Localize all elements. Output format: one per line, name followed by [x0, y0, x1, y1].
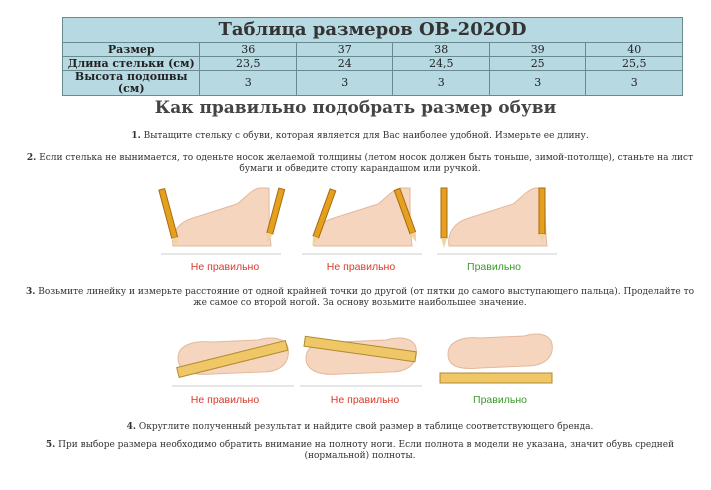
- caption-right: Правильно: [467, 261, 521, 273]
- ruler-wrong-1-illustration: [172, 328, 294, 388]
- step-text: Если стелька не вынимается, то оденьте носок желаемой толщины (летом носок должен быть тоньше, зимой-потолще), станьте на лист бумаги и обведите стопу карандашом или ручкой.: [36, 153, 694, 174]
- cell: 3: [393, 71, 490, 96]
- step-number: 1.: [131, 131, 141, 141]
- step-number: 5.: [45, 440, 56, 450]
- step-2: [20, 153, 700, 175]
- ruler-right-illustration: [436, 328, 558, 388]
- table-row: [63, 43, 683, 57]
- caption-right: Правильно: [473, 394, 527, 406]
- foot-outline-wrong-2-illustration: [296, 184, 426, 258]
- step-text: Округлите полученный результат и найдите свой размер в таблице соответствующего бренда.: [135, 422, 594, 432]
- cell: 24: [297, 57, 393, 71]
- row-label: Высота подошвы (см): [63, 71, 200, 96]
- cell: 3: [200, 71, 297, 96]
- caption-wrong: Не правильно: [330, 394, 400, 406]
- cell: 25: [489, 57, 585, 71]
- step-1: [20, 131, 700, 142]
- step-5: [20, 440, 700, 462]
- table-title: Таблица размеров OB-202OD: [63, 18, 683, 43]
- step-4: [20, 422, 700, 433]
- cell: 37: [297, 43, 393, 57]
- step-3: [20, 287, 700, 309]
- row-label: Размер: [63, 43, 200, 57]
- table-row: [63, 71, 683, 96]
- step-number: 4.: [126, 422, 136, 432]
- table-row: [63, 57, 683, 71]
- foot-outline-right-illustration: [431, 184, 561, 258]
- cell: 39: [489, 43, 585, 57]
- cell: 24,5: [393, 57, 490, 71]
- cell: 3: [297, 71, 393, 96]
- cell: 25,5: [586, 57, 683, 71]
- cell: 3: [586, 71, 683, 96]
- foot-outline-wrong-1-illustration: [155, 184, 285, 258]
- cell: 38: [393, 43, 490, 57]
- guide-title: Как правильно подобрать размер обуви: [154, 98, 557, 118]
- ruler-wrong-2-illustration: [300, 328, 422, 388]
- cell: 40: [586, 43, 683, 57]
- size-table: [62, 17, 683, 96]
- step-text: При выборе размера необходимо обратить внимание на полноту ноги. Если полнота в модели не указана, значит обувь средней (нормальной) полноты.: [55, 440, 675, 461]
- step-number: 2.: [26, 153, 37, 163]
- step-text: Вытащите стельку с обуви, которая является для Вас наиболее удобной. Измерьте ее длину.: [140, 131, 589, 141]
- caption-wrong: Не правильно: [326, 261, 396, 273]
- caption-wrong: Не правильно: [190, 261, 260, 273]
- caption-wrong: Не правильно: [190, 394, 260, 406]
- step-number: 3.: [25, 287, 36, 297]
- cell: 23,5: [200, 57, 297, 71]
- cell: 36: [200, 43, 297, 57]
- table-title-row: [63, 18, 683, 43]
- row-label: Длина стельки (см): [63, 57, 200, 71]
- cell: 3: [489, 71, 585, 96]
- step-text: Возьмите линейку и измерьте расстояние от одной крайней точки до другой (от пятки до самого выступающего пальца). Проделайте то же самое со второй ногой. За основу возьмите наибольшее значение.: [35, 287, 695, 308]
